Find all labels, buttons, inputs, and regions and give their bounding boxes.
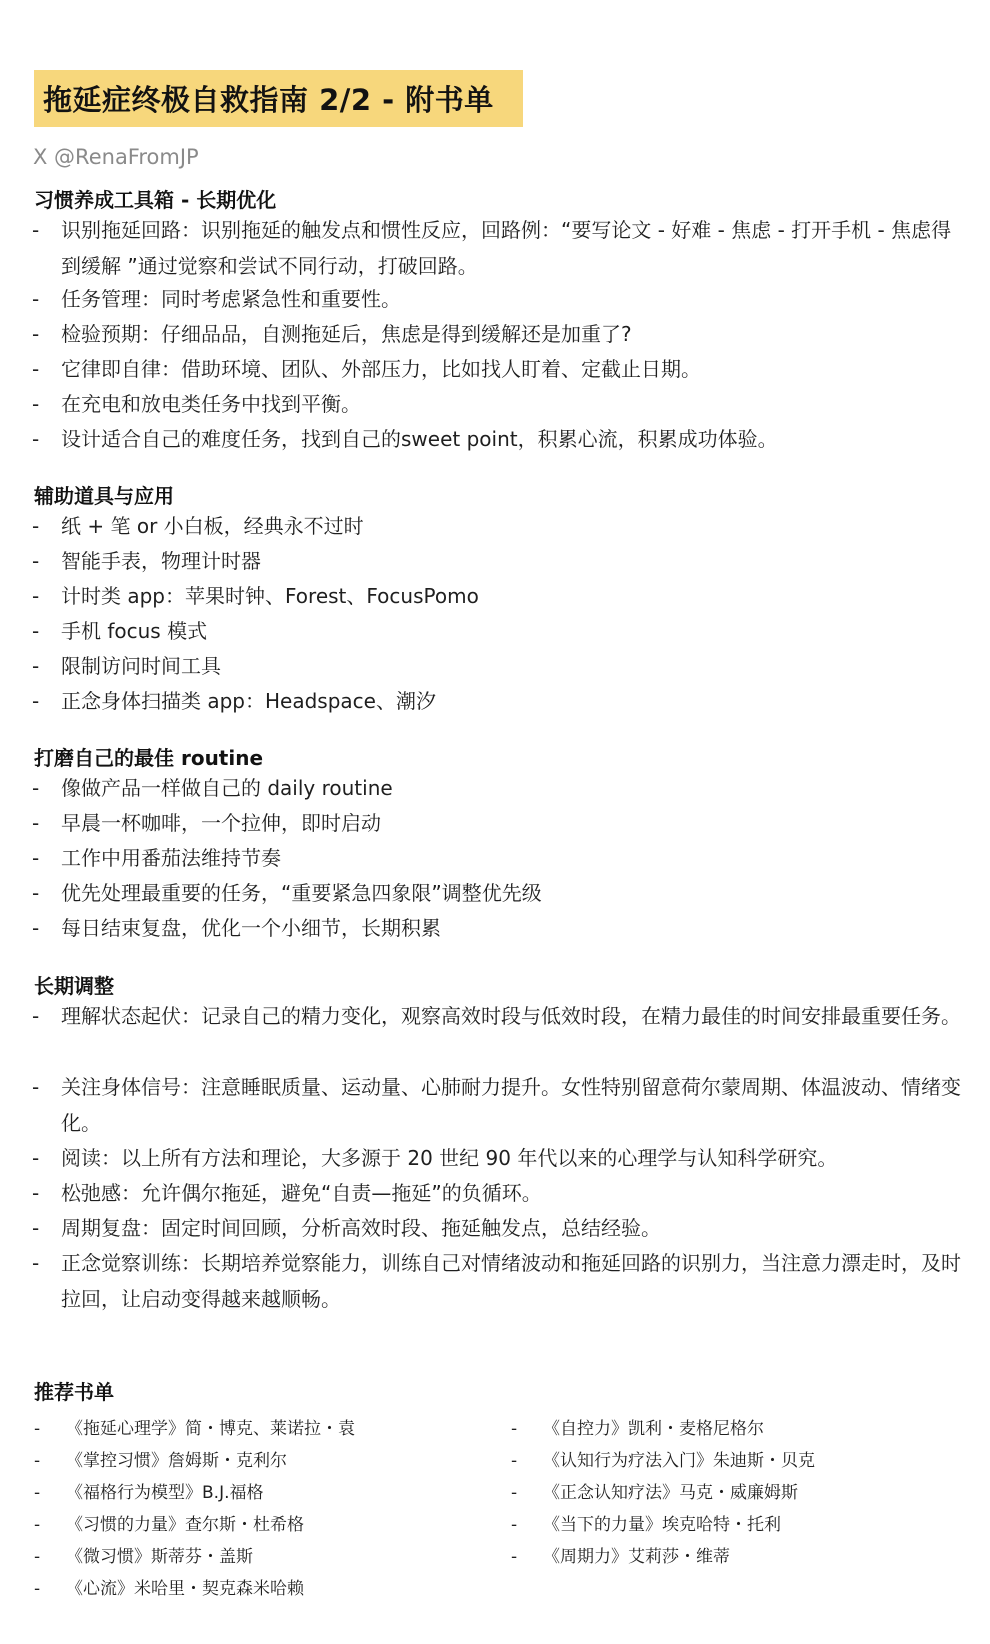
list-item-text: 早晨一杯咖啡，一个拉伸，即时启动	[61, 811, 381, 835]
bullet-dash: -	[32, 776, 40, 800]
book-title: 《认知行为疗法入门》朱迪斯・贝克	[543, 1451, 815, 1471]
list-item-text: 设计适合自己的难度任务，找到自己的sweet point，积累心流，积累成功体验。	[61, 427, 778, 451]
book-title: 《周期力》艾莉莎・维蒂	[543, 1547, 730, 1567]
bullet-dash: -	[32, 549, 40, 573]
bullet-dash: -	[32, 427, 40, 451]
list-item-text: 手机 focus 模式	[61, 619, 208, 643]
bullet-dash: -	[32, 1004, 40, 1028]
list-item-text: 正念觉察训练：长期培养觉察能力，训练自己对情绪波动和拖延回路的识别力，当注意力漂走时，及时拉回，让启动变得越来越顺畅。	[61, 1251, 961, 1311]
bullet-dash: -	[32, 1181, 40, 1205]
book-title: 《自控力》凯利・麦格尼格尔	[543, 1419, 764, 1439]
book-title: 《正念认知疗法》马克・威廉姆斯	[543, 1483, 798, 1503]
list-item-text: 像做产品一样做自己的 daily routine	[61, 776, 393, 800]
book-title: 《微习惯》斯蒂芬・盖斯	[66, 1547, 253, 1567]
bullet-dash: -	[32, 218, 40, 242]
book-title: 《拖延心理学》简・博克、莱诺拉・袁	[66, 1419, 355, 1439]
page-title: 拖延症终极自救指南 2/2 - 附书单	[43, 83, 494, 117]
book-title: 《当下的力量》埃克哈特・托利	[543, 1515, 781, 1535]
list-item-text: 周期复盘：固定时间回顾，分析高效时段、拖延触发点，总结经验。	[61, 1216, 661, 1240]
bullet-dash: -	[32, 846, 40, 870]
list-item-text: 阅读：以上所有方法和理论，大多源于 20 世纪 90 年代以来的心理学与认知科学研究。	[61, 1146, 838, 1170]
bullet-dash: -	[32, 1251, 40, 1275]
list-item-text: 工作中用番茄法维持节奏	[61, 846, 281, 870]
bullet-dash: -	[32, 357, 40, 381]
bullet-dash: -	[32, 811, 40, 835]
list-item-text: 它律即自律：借助环境、团队、外部压力，比如找人盯着、定截止日期。	[61, 357, 701, 381]
bullet-dash: -	[32, 1075, 40, 1099]
list-item-text: 计时类 app：苹果时钟、Forest、FocusPomo	[61, 584, 479, 608]
list-item-text: 检验预期：仔细品品，自测拖延后，焦虑是得到缓解还是加重了?	[61, 322, 632, 346]
list-item-text: 识别拖延回路：识别拖延的触发点和惯性反应，回路例：“要写论文 - 好难 - 焦虑 - 打开手机 - 焦虑得到缓解 ”通过觉察和尝试不同行动，打破回路。	[61, 218, 952, 278]
book-title: 《福格行为模型》B.J.福格	[66, 1483, 264, 1503]
bullet-dash: -	[511, 1419, 518, 1439]
section-heading-long-term: 长期调整	[34, 974, 114, 998]
list-item-text: 每日结束复盘，优化一个小细节，长期积累	[61, 916, 441, 940]
list-item-text: 松弛感：允许偶尔拖延，避免“自责—拖延”的负循环。	[61, 1181, 542, 1205]
section-heading-routine: 打磨自己的最佳 routine	[34, 746, 264, 770]
bullet-dash: -	[32, 584, 40, 608]
bullet-dash: -	[34, 1419, 41, 1439]
bullet-dash: -	[511, 1451, 518, 1471]
list-item-text: 优先处理最重要的任务，“重要紧急四象限”调整优先级	[61, 881, 542, 905]
list-item-text: 理解状态起伏：记录自己的精力变化，观察高效时段与低效时段，在精力最佳的时间安排最重要任务。	[61, 1004, 961, 1028]
bullet-dash: -	[511, 1483, 518, 1503]
book-title: 《掌控习惯》詹姆斯・克利尔	[66, 1451, 287, 1471]
list-item-text: 在充电和放电类任务中找到平衡。	[61, 392, 361, 416]
bullet-dash: -	[511, 1515, 518, 1535]
bullet-dash: -	[32, 322, 40, 346]
bullet-dash: -	[32, 881, 40, 905]
author-handle: X @RenaFromJP	[33, 145, 199, 169]
bullet-dash: -	[32, 689, 40, 713]
book-title: 《心流》米哈里・契克森米哈赖	[66, 1579, 304, 1599]
list-item-text: 限制访问时间工具	[61, 654, 221, 678]
section-heading-booklist: 推荐书单	[34, 1380, 114, 1404]
bullet-dash: -	[34, 1483, 41, 1503]
bullet-dash: -	[32, 654, 40, 678]
bullet-dash: -	[32, 1146, 40, 1170]
bullet-dash: -	[32, 392, 40, 416]
bullet-dash: -	[32, 916, 40, 940]
bullet-dash: -	[32, 1216, 40, 1240]
bullet-dash: -	[32, 514, 40, 538]
section-heading-habit-toolbox: 习惯养成工具箱 - 长期优化	[34, 188, 277, 212]
bullet-dash: -	[511, 1547, 518, 1567]
list-item-text: 智能手表，物理计时器	[61, 549, 261, 573]
list-item-text: 关注身体信号：注意睡眠质量、运动量、心肺耐力提升。女性特别留意荷尔蒙周期、体温波动、情绪变化。	[61, 1075, 961, 1135]
bullet-dash: -	[32, 287, 40, 311]
bullet-dash: -	[32, 619, 40, 643]
list-item-text: 正念身体扫描类 app：Headspace、潮汐	[61, 689, 436, 713]
list-item-text: 纸 + 笔 or 小白板，经典永不过时	[61, 514, 364, 538]
book-title: 《习惯的力量》查尔斯・杜希格	[66, 1515, 304, 1535]
bullet-dash: -	[34, 1547, 41, 1567]
title-highlight	[34, 70, 523, 127]
section-heading-tools-apps: 辅助道具与应用	[34, 484, 174, 508]
list-item-text: 任务管理：同时考虑紧急性和重要性。	[61, 287, 401, 311]
bullet-dash: -	[34, 1451, 41, 1471]
bullet-dash: -	[34, 1515, 41, 1535]
bullet-dash: -	[34, 1579, 41, 1599]
